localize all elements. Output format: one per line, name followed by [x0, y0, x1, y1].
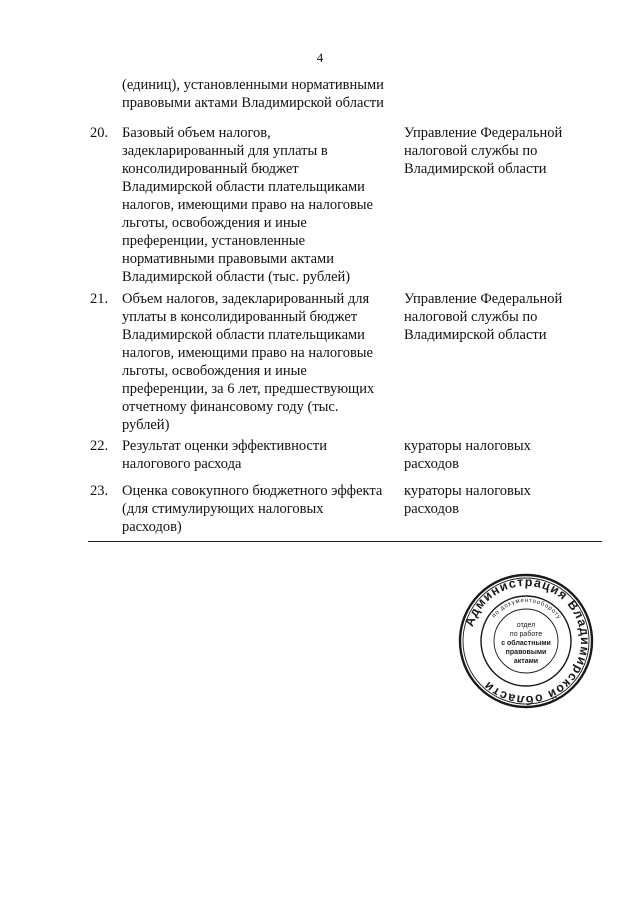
text-line: Базовый объем налогов,: [122, 125, 271, 141]
text-line: расходов): [122, 519, 182, 535]
indicator-description: [122, 482, 400, 536]
seal-graphic: [458, 573, 594, 709]
seal-center-line: по работе: [509, 631, 543, 638]
seal-outer-text: Администрация Владимирской области: [462, 574, 593, 708]
text-line: рублей): [122, 417, 170, 433]
text-line: кураторы налоговых: [404, 483, 531, 499]
text-line: задекларированный для уплаты в: [122, 143, 328, 159]
text-line: (для стимулирующих налоговых: [122, 501, 324, 517]
seal-inner-text: по документообороту: [491, 597, 562, 621]
official-seal: [458, 573, 594, 709]
responsible-organization: [404, 290, 594, 344]
text-line: расходов: [404, 501, 459, 517]
text-line: налоговой службы по: [404, 309, 538, 325]
text-line: налогов, имеющими право на налоговые: [122, 197, 373, 213]
text-line: налоговой службы по: [404, 143, 538, 159]
text-line: Управление Федеральной: [404, 291, 563, 307]
text-line: Владимирской области (тыс. рублей): [122, 269, 351, 285]
row-number: 22.: [90, 438, 109, 454]
seal-center-line: актами: [513, 658, 539, 665]
text-line: расходов: [404, 456, 459, 472]
seal-center-line: с областными: [501, 640, 551, 647]
seal-center-line: отдел: [516, 622, 536, 629]
text-line: Владимирской области плательщиками: [122, 179, 365, 195]
text-line: Оценка совокупного бюджетного эффекта: [122, 483, 383, 499]
text-line: налогов, имеющими право на налоговые: [122, 345, 373, 361]
text-line: отчетному финансовому году (тыс.: [122, 399, 339, 415]
text-line: Управление Федеральной: [404, 125, 563, 141]
text-line: (единиц), установленными нормативными: [122, 77, 384, 93]
text-line: преференции, установленные: [122, 233, 306, 249]
text-line: кураторы налоговых: [404, 438, 531, 454]
indicator-description: [122, 437, 400, 473]
text-line: льготы, освобождения и иные: [122, 363, 307, 379]
text-line: преференции, за 6 лет, предшествующих: [122, 381, 375, 397]
text-line: Объем налогов, задекларированный для: [122, 291, 370, 307]
seal-center-line: правовыми: [505, 649, 547, 656]
responsible-organization: [404, 124, 594, 178]
text-line: уплаты в консолидированный бюджет: [122, 309, 358, 325]
row-number: 21.: [90, 291, 109, 307]
table-bottom-rule: [88, 541, 602, 542]
page-number: 4: [316, 50, 324, 65]
responsible-organization: [404, 437, 594, 473]
indicator-description: [122, 290, 400, 434]
row-number: 20.: [90, 125, 109, 141]
text-line: Владимирской области: [404, 327, 547, 343]
text-line: нормативными правовыми актами: [122, 251, 334, 267]
text-line: Результат оценки эффективности: [122, 438, 327, 454]
indicator-description: [122, 124, 400, 286]
continuation-text: [122, 76, 402, 112]
row-number: 23.: [90, 483, 109, 499]
text-line: налогового расхода: [122, 456, 242, 472]
text-line: Владимирской области плательщиками: [122, 327, 365, 343]
text-line: правовыми актами Владимирской области: [122, 95, 384, 111]
text-line: консолидированный бюджет: [122, 161, 299, 177]
text-line: льготы, освобождения и иные: [122, 215, 307, 231]
responsible-organization: [404, 482, 594, 518]
text-line: Владимирской области: [404, 161, 547, 177]
